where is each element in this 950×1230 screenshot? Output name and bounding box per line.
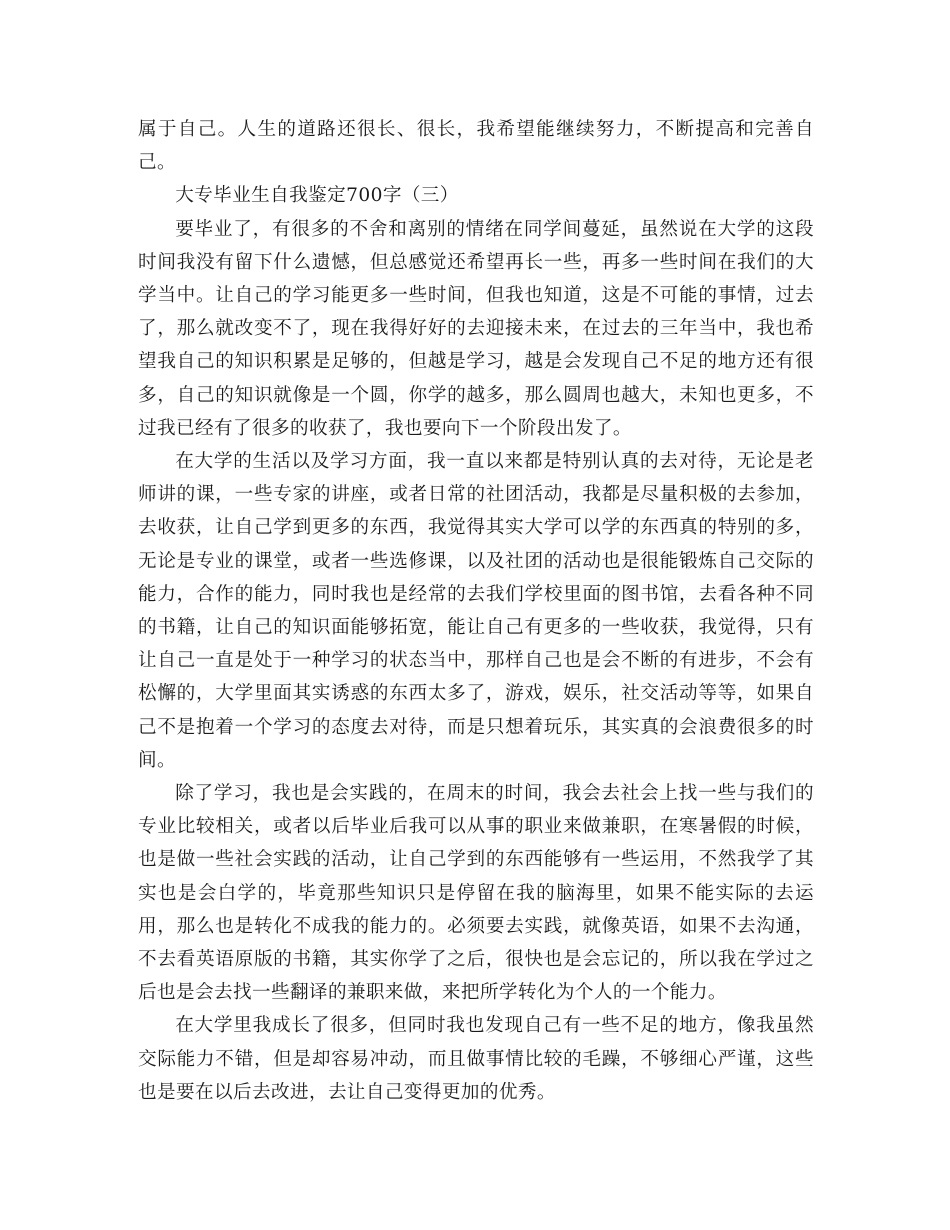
- paragraph: 除了学习，我也是会实践的，在周末的时间，我会去社会上找一些与我们的专业比较相关，或者以后毕业后我可以从事的职业来做兼职，在寒暑假的时候，也是做一些社会实践的活动，让自己学到的东西能够有一些运用，不然我学了其实也是会白学的，毕竟那些知识只是停留在我的脑海里，如果不能实际的去运用，那么也是转化不成我的能力的。必须要去实践，就像英语，如果不去沟通，不去看英语原版的书籍，其实你学了之后，很快也是会忘记的，所以我在学过之后也是会去找一些翻译的兼职来做，来把所学转化为个人的一个能力。: [138, 783, 814, 1004]
- paragraph: 要毕业了，有很多的不舍和离别的情绪在同学间蔓延，虽然说在大学的这段时间我没有留下什么遗憾，但总感觉还希望再长一些，再多一些时间在我们的大学当中。让自己的学习能更多一些时间，但我也知道，这是不可能的事情，过去了，那么就改变不了，现在我得好好的去迎接未来，在过去的三年当中，我也希望我自己的知识积累是足够的，但越是学习，越是会发现自己不足的地方还有很多，自己的知识就像是一个圆，你学的越多，那么圆周也越大，未知也更多，不过我已经有了很多的收获了，我也要向下一个阶段出发了。: [138, 218, 814, 439]
- paragraph: 在大学里我成长了很多，但同时我也发现自己有一些不足的地方，像我虽然交际能力不错，但是却容易冲动，而且做事情比较的毛躁，不够细心严谨，这些也是要在以后去改进，去让自己变得更加的优秀。: [138, 1015, 814, 1103]
- document-body: [138, 113, 814, 1109]
- paragraph-continuation: 属于自己。人生的道路还很长、很长，我希望能继续努力，不断提高和完善自己。: [138, 119, 814, 174]
- section-heading: 大专毕业生自我鉴定700字（三）: [175, 185, 459, 207]
- paragraph: 在大学的生活以及学习方面，我一直以来都是特别认真的去对待，无论是老师讲的课，一些专家的讲座，或者日常的社团活动，我都是尽量积极的去参加，去收获，让自己学到更多的东西，我觉得其实大学可以学的东西真的特别的多，无论是专业的课堂，或者一些选修课，以及社团的活动也是很能锻炼自己交际的能力，合作的能力，同时我也是经常的去我们学校里面的图书馆，去看各种不同的书籍，让自己的知识面能够拓宽，能让自己有更多的一些收获，我觉得，只有让自己一直是处于一种学习的状态当中，那样自己也是会不断的有进步，不会有松懈的，大学里面其实诱惑的东西太多了，游戏，娱乐，社交活动等等，如果自己不是抱着一个学习的态度去对待，而是只想着玩乐，其实真的会浪费很多的时间。: [138, 451, 814, 771]
